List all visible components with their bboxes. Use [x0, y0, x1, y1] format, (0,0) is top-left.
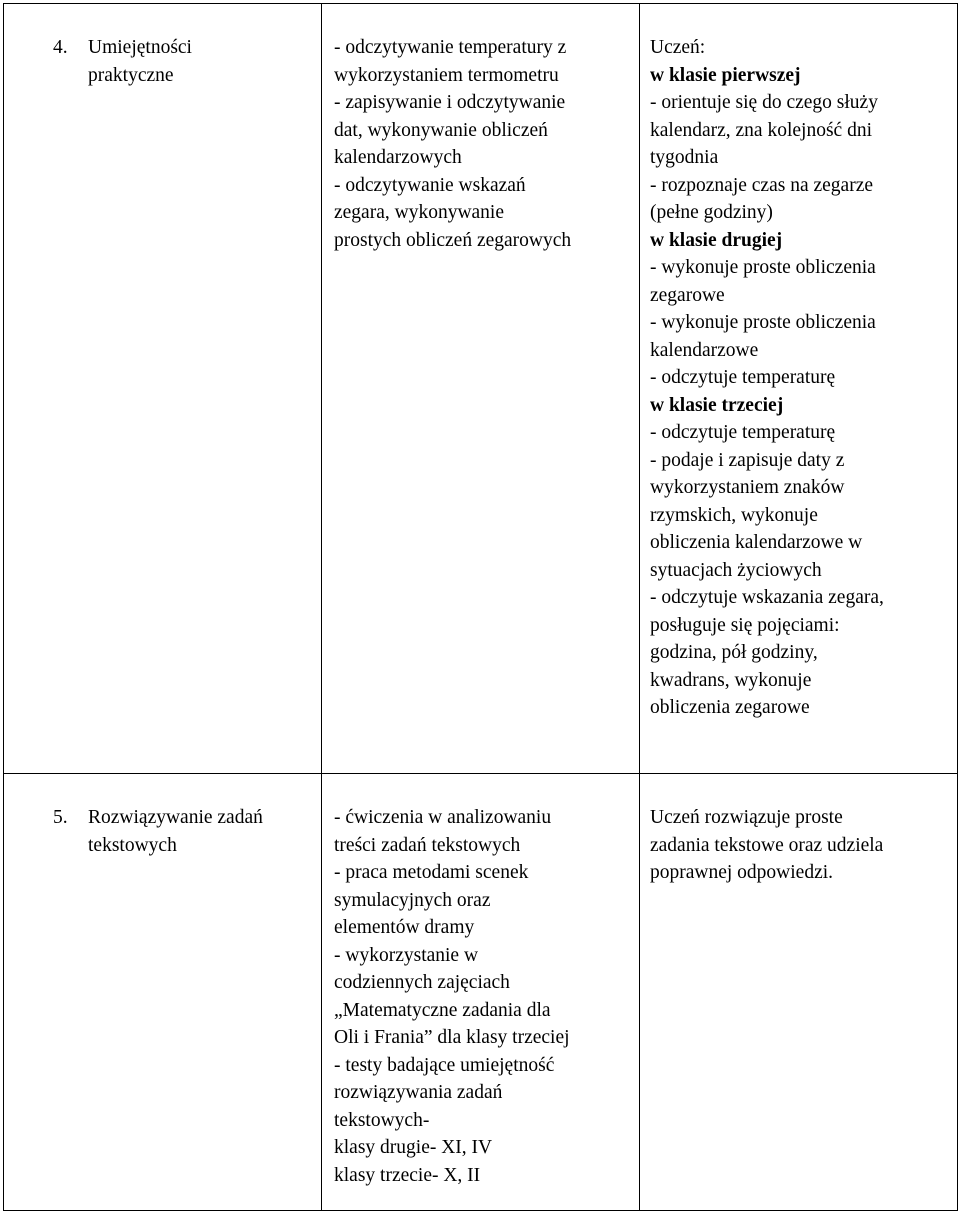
- activity-line: - odczytywanie temperatury z: [334, 37, 567, 58]
- topic-line: Rozwiązywanie zadań: [88, 807, 263, 828]
- outcome-line: godzina, pół godziny,: [650, 642, 818, 663]
- grade-heading: w klasie trzeciej: [650, 394, 784, 416]
- activity-line: „Matematyczne zadania dla: [334, 999, 551, 1021]
- outcome-line: wykorzystaniem znaków: [650, 477, 845, 498]
- outcome-line: poprawnej odpowiedzi.: [650, 862, 834, 883]
- activity-line: - praca metodami scenek: [334, 862, 529, 883]
- activity-line: klasy drugie- XI, IV: [334, 1137, 493, 1158]
- outcome-line: (pełne godziny): [650, 202, 773, 223]
- outcome-intro: Uczeń:: [650, 37, 706, 58]
- outcome-line: obliczenia zegarowe: [650, 697, 810, 718]
- topic-line: praktyczne: [88, 64, 174, 86]
- outcome-line: - odczytuje temperaturę: [650, 422, 836, 443]
- topic-line: tekstowych: [88, 834, 177, 856]
- activity-line: elementów dramy: [334, 917, 475, 938]
- activity-line: treści zadań tekstowych: [334, 834, 521, 856]
- outcome-line: - wykonuje proste obliczenia: [650, 257, 876, 278]
- topic-line: Umiejętności: [88, 37, 192, 58]
- outcomes-cell: [640, 4, 958, 774]
- outcome-line: Uczeń rozwiązuje proste: [650, 807, 843, 828]
- activity-line: prostych obliczeń zegarowych: [334, 229, 572, 251]
- outcome-line: - orientuje się do czego służy: [650, 92, 878, 113]
- activity-line: dat, wykonywanie obliczeń: [334, 119, 548, 141]
- curriculum-table: [3, 3, 958, 1211]
- activity-line: symulacyjnych oraz: [334, 889, 491, 911]
- outcome-line: tygodnia: [650, 147, 719, 168]
- activity-line: - zapisywanie i odczytywanie: [334, 92, 566, 113]
- activity-line: Oli i Frania” dla klasy trzeciej: [334, 1027, 570, 1048]
- outcomes-cell: [640, 774, 958, 1211]
- table-row: [4, 774, 958, 1211]
- outcome-line: sytuacjach życiowych: [650, 559, 822, 581]
- outcome-line: - odczytuje wskazania zegara,: [650, 587, 884, 608]
- outcome-line: kwadrans, wykonuje: [650, 669, 812, 691]
- outcome-line: zadania tekstowe oraz udziela: [650, 834, 884, 856]
- topic-cell: [4, 774, 322, 1211]
- activities-cell: [322, 4, 640, 774]
- activity-line: - testy badające umiejętność: [334, 1054, 555, 1076]
- outcome-line: posługuje się pojęciami:: [650, 614, 840, 636]
- grade-heading: w klasie pierwszej: [650, 64, 801, 86]
- activity-line: kalendarzowych: [334, 147, 462, 168]
- outcome-line: kalendarzowe: [650, 339, 759, 361]
- outcome-line: - podaje i zapisuje daty z: [650, 449, 845, 471]
- row-number: 4.: [53, 37, 68, 58]
- activity-line: tekstowych-: [334, 1109, 430, 1131]
- activity-line: codziennych zajęciach: [334, 972, 510, 993]
- outcome-line: rzymskich, wykonuje: [650, 504, 818, 526]
- activity-line: zegara, wykonywanie: [334, 202, 505, 223]
- grade-heading: w klasie drugiej: [650, 229, 783, 251]
- row-number: 5.: [53, 807, 68, 828]
- outcome-line: zegarowe: [650, 284, 725, 306]
- activity-line: - ćwiczenia w analizowaniu: [334, 807, 552, 828]
- outcome-line: obliczenia kalendarzowe w: [650, 532, 863, 553]
- topic-name: [88, 804, 317, 859]
- outcome-line: kalendarz, zna kolejność dni: [650, 119, 872, 141]
- topic-cell: [4, 4, 322, 774]
- outcome-line: - odczytuje temperaturę: [650, 367, 836, 388]
- activity-line: - odczytywanie wskazań: [334, 174, 526, 196]
- outcome-line: - rozpoznaje czas na zegarze: [650, 174, 874, 196]
- activity-line: - wykorzystanie w: [334, 944, 479, 966]
- activity-line: klasy trzecie- X, II: [334, 1164, 481, 1186]
- topic-name: [88, 34, 317, 89]
- table-row: [4, 4, 958, 774]
- activity-line: wykorzystaniem termometru: [334, 64, 559, 86]
- activity-line: rozwiązywania zadań: [334, 1082, 503, 1103]
- outcome-line: - wykonuje proste obliczenia: [650, 312, 876, 333]
- activities-cell: [322, 774, 640, 1211]
